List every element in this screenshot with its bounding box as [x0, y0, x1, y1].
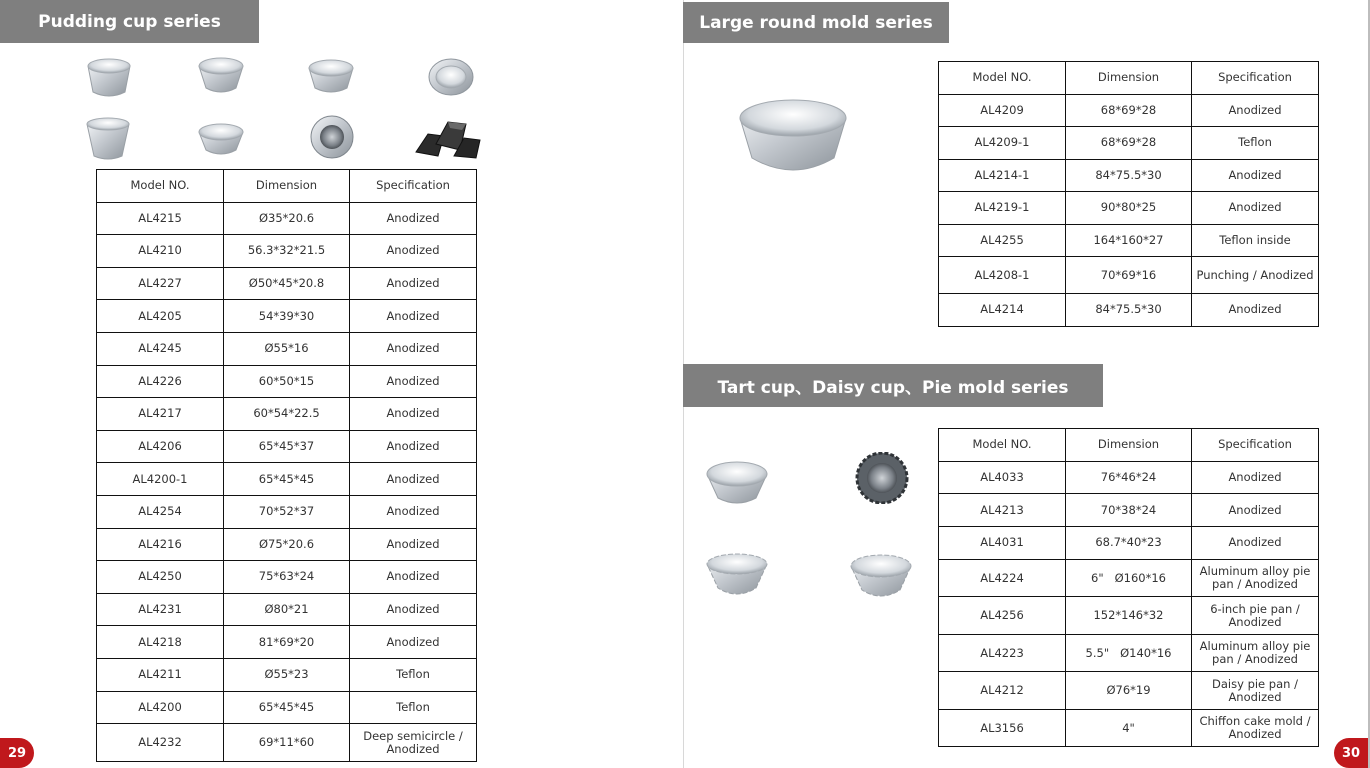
- spec-cell: Anodized: [1192, 192, 1319, 225]
- model-cell: AL4224: [939, 559, 1066, 597]
- dimension-cell: 68.7*40*23: [1066, 527, 1192, 560]
- pudding-cup-image: [196, 118, 246, 158]
- dimension-cell: 164*160*27: [1066, 224, 1192, 257]
- table-row: [939, 294, 1319, 327]
- header-dimension: Dimension: [1066, 429, 1192, 462]
- model-cell: AL4209-1: [939, 127, 1066, 160]
- spec-cell: Anodized: [350, 267, 477, 300]
- header-specification: Specification: [1192, 429, 1319, 462]
- spec-cell: Teflon inside: [1192, 224, 1319, 257]
- spec-cell: Teflon: [350, 658, 477, 691]
- dimension-cell: 60*54*22.5: [224, 398, 350, 431]
- dimension-cell: Ø55*16: [224, 332, 350, 365]
- table-row: [939, 527, 1319, 560]
- spec-cell: Anodized: [350, 528, 477, 561]
- model-cell: AL4256: [939, 597, 1066, 635]
- spec-cell: Anodized: [350, 300, 477, 333]
- spec-cell: Anodized: [350, 593, 477, 626]
- pudding-cup-image: [196, 54, 246, 98]
- pudding-spec-table: [96, 169, 477, 762]
- dimension-cell: Ø35*20.6: [224, 202, 350, 235]
- model-cell: AL4200-1: [97, 463, 224, 496]
- table-row: [97, 528, 477, 561]
- spec-cell: Anodized: [350, 561, 477, 594]
- large-round-series-banner: Large round mold series: [683, 2, 949, 43]
- model-cell: AL4217: [97, 398, 224, 431]
- dimension-cell: 75*63*24: [224, 561, 350, 594]
- dimension-cell: Ø55*23: [224, 658, 350, 691]
- table-row: [939, 494, 1319, 527]
- pudding-series-banner: Pudding cup series: [0, 0, 259, 43]
- header-dimension: Dimension: [1066, 62, 1192, 95]
- spec-cell: Teflon: [1192, 127, 1319, 160]
- spec-cell: Anodized: [1192, 527, 1319, 560]
- model-cell: AL4214: [939, 294, 1066, 327]
- dimension-cell: 81*69*20: [224, 626, 350, 659]
- large-round-spec-table: [938, 61, 1319, 327]
- table-row: [939, 559, 1319, 597]
- model-cell: AL4227: [97, 267, 224, 300]
- model-cell: AL4215: [97, 202, 224, 235]
- table-row: [939, 672, 1319, 710]
- model-cell: AL4033: [939, 461, 1066, 494]
- dimension-cell: 70*38*24: [1066, 494, 1192, 527]
- dimension-cell: 70*69*16: [1066, 257, 1192, 294]
- tart-series-banner: Tart cup、Daisy cup、Pie mold series: [683, 364, 1103, 407]
- pudding-cup-image: [306, 56, 356, 98]
- model-cell: AL4219-1: [939, 192, 1066, 225]
- model-cell: AL4206: [97, 430, 224, 463]
- spec-cell: Daisy pie pan / Anodized: [1192, 672, 1319, 710]
- dimension-cell: 76*46*24: [1066, 461, 1192, 494]
- dimension-cell: 6" Ø160*16: [1066, 559, 1192, 597]
- pudding-cup-image: [308, 114, 356, 160]
- table-row: [97, 430, 477, 463]
- table-header-row: [939, 62, 1319, 95]
- dimension-cell: 90*80*25: [1066, 192, 1192, 225]
- header-model: Model NO.: [939, 62, 1066, 95]
- spec-cell: Anodized: [350, 365, 477, 398]
- dimension-cell: 54*39*30: [224, 300, 350, 333]
- spec-cell: Aluminum alloy pie pan / Anodized: [1192, 634, 1319, 672]
- spec-cell: Anodized: [1192, 94, 1319, 127]
- dimension-cell: Ø50*45*20.8: [224, 267, 350, 300]
- header-specification: Specification: [1192, 62, 1319, 95]
- pudding-cup-image: [84, 116, 132, 162]
- header-model: Model NO.: [97, 170, 224, 203]
- model-cell: AL4250: [97, 561, 224, 594]
- model-cell: AL4200: [97, 691, 224, 724]
- table-row: [97, 691, 477, 724]
- model-cell: AL4205: [97, 300, 224, 333]
- dimension-cell: 65*45*45: [224, 463, 350, 496]
- daisy-cup-image: [704, 548, 770, 600]
- spec-cell: Chiffon cake mold / Anodized: [1192, 709, 1319, 747]
- spec-cell: Anodized: [350, 235, 477, 268]
- dimension-cell: 68*69*28: [1066, 127, 1192, 160]
- model-cell: AL4208-1: [939, 257, 1066, 294]
- pudding-cup-teflon-image: [414, 116, 484, 162]
- dimension-cell: 60*50*15: [224, 365, 350, 398]
- table-row: [97, 463, 477, 496]
- pudding-cup-image: [84, 54, 134, 100]
- table-row: [939, 159, 1319, 192]
- table-row: [939, 94, 1319, 127]
- spec-cell: Anodized: [350, 495, 477, 528]
- table-row: [97, 267, 477, 300]
- table-row: [939, 192, 1319, 225]
- model-cell: AL4214-1: [939, 159, 1066, 192]
- spec-cell: Anodized: [350, 430, 477, 463]
- model-cell: AL4223: [939, 634, 1066, 672]
- spec-cell: Anodized: [350, 202, 477, 235]
- table-row: [97, 202, 477, 235]
- spec-cell: Deep semicircle / Anodized: [350, 724, 477, 762]
- model-cell: AL4211: [97, 658, 224, 691]
- spec-cell: Anodized: [1192, 461, 1319, 494]
- table-row: [939, 127, 1319, 160]
- model-cell: AL3156: [939, 709, 1066, 747]
- model-cell: AL4226: [97, 365, 224, 398]
- table-header-row: [939, 429, 1319, 462]
- tart-cup-image: [704, 452, 770, 508]
- model-cell: AL4213: [939, 494, 1066, 527]
- dimension-cell: Ø76*19: [1066, 672, 1192, 710]
- table-row: [97, 365, 477, 398]
- table-row: [97, 235, 477, 268]
- spec-cell: Aluminum alloy pie pan / Anodized: [1192, 559, 1319, 597]
- table-row: [97, 561, 477, 594]
- table-row: [939, 597, 1319, 635]
- table-row: [97, 332, 477, 365]
- table-row: [939, 634, 1319, 672]
- spec-cell: Punching / Anodized: [1192, 257, 1319, 294]
- table-header-row: [97, 170, 477, 203]
- daisy-cup-image: [852, 452, 912, 504]
- dimension-cell: 70*52*37: [224, 495, 350, 528]
- model-cell: AL4254: [97, 495, 224, 528]
- header-dimension: Dimension: [224, 170, 350, 203]
- dimension-cell: 69*11*60: [224, 724, 350, 762]
- dimension-cell: 152*146*32: [1066, 597, 1192, 635]
- spec-cell: Anodized: [1192, 294, 1319, 327]
- table-row: [939, 709, 1319, 747]
- large-round-mold-image: [736, 92, 850, 178]
- table-row: [97, 593, 477, 626]
- pudding-cup-image: [426, 56, 476, 98]
- page-number-right: 30: [1334, 738, 1368, 768]
- model-cell: AL4245: [97, 332, 224, 365]
- tart-spec-table: [938, 428, 1319, 747]
- model-cell: AL4218: [97, 626, 224, 659]
- model-cell: AL4209: [939, 94, 1066, 127]
- spec-cell: Anodized: [1192, 494, 1319, 527]
- model-cell: AL4232: [97, 724, 224, 762]
- table-row: [97, 626, 477, 659]
- dimension-cell: 84*75.5*30: [1066, 159, 1192, 192]
- spec-cell: Teflon: [350, 691, 477, 724]
- dimension-cell: 68*69*28: [1066, 94, 1192, 127]
- dimension-cell: 4": [1066, 709, 1192, 747]
- model-cell: AL4210: [97, 235, 224, 268]
- dimension-cell: 65*45*45: [224, 691, 350, 724]
- table-row: [939, 224, 1319, 257]
- dimension-cell: Ø75*20.6: [224, 528, 350, 561]
- model-cell: AL4255: [939, 224, 1066, 257]
- spec-cell: Anodized: [350, 463, 477, 496]
- dimension-cell: Ø80*21: [224, 593, 350, 626]
- spec-cell: Anodized: [350, 398, 477, 431]
- header-specification: Specification: [350, 170, 477, 203]
- model-cell: AL4216: [97, 528, 224, 561]
- dimension-cell: 56.3*32*21.5: [224, 235, 350, 268]
- header-model: Model NO.: [939, 429, 1066, 462]
- table-row: [97, 398, 477, 431]
- spec-cell: Anodized: [350, 626, 477, 659]
- table-row: [97, 658, 477, 691]
- dimension-cell: 65*45*37: [224, 430, 350, 463]
- table-row: [939, 461, 1319, 494]
- model-cell: AL4031: [939, 527, 1066, 560]
- table-row: [939, 257, 1319, 294]
- table-row: [97, 495, 477, 528]
- spec-cell: Anodized: [350, 332, 477, 365]
- table-row: [97, 300, 477, 333]
- spec-cell: 6-inch pie pan / Anodized: [1192, 597, 1319, 635]
- table-row: [97, 724, 477, 762]
- model-cell: AL4212: [939, 672, 1066, 710]
- model-cell: AL4231: [97, 593, 224, 626]
- page-number-left: 29: [0, 738, 34, 768]
- spec-cell: Anodized: [1192, 159, 1319, 192]
- dimension-cell: 5.5" Ø140*16: [1066, 634, 1192, 672]
- dimension-cell: 84*75.5*30: [1066, 294, 1192, 327]
- daisy-cup-image: [848, 548, 914, 602]
